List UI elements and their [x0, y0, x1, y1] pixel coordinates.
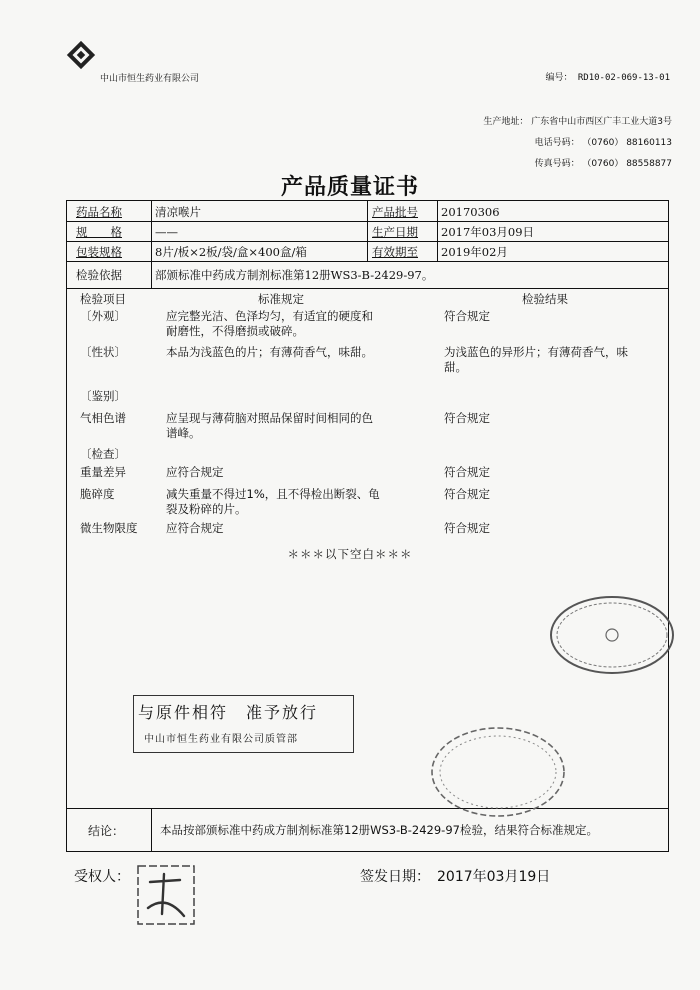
row-divider	[66, 808, 669, 809]
packaging-label: 包装规格	[76, 245, 122, 259]
test-result: 符合规定	[444, 521, 490, 535]
test-standard: 应符合规定	[166, 465, 224, 479]
sign-date: 签发日期： 2017年03月19日	[360, 869, 551, 885]
fax-number: 传真号码： （0760） 88558877	[534, 159, 672, 169]
test-item: 脆碎度	[80, 487, 115, 501]
certificate-table	[66, 200, 669, 852]
col-header-item: 检验项目	[80, 292, 126, 306]
release-stamp	[133, 695, 354, 753]
stamp-line-1: 与原件相符 准予放行	[138, 703, 319, 722]
row-divider	[66, 261, 669, 262]
expiry-label: 有效期至	[372, 245, 418, 259]
test-result: 符合规定	[444, 465, 490, 479]
test-standard: 应呈现与薄荷脑对照品保留时间相同的色 谱峰。	[166, 411, 373, 440]
test-section-heading: 〔鉴别〕	[80, 389, 126, 403]
production-address: 生产地址： 广东省中山市西区广丰工业大道3号	[483, 117, 672, 127]
signature-stamp-icon	[136, 864, 198, 928]
drug-name-label: 药品名称	[76, 205, 122, 219]
conclusion-label: 结论：	[88, 824, 125, 838]
spec-label: 规 格	[76, 225, 122, 239]
test-standard: 本品为浅蓝色的片；有薄荷香气，味甜。	[166, 345, 373, 359]
test-result: 为浅蓝色的异形片；有薄荷香气，味 甜。	[444, 345, 628, 374]
production-date-value: 2017年03月09日	[441, 225, 535, 239]
batch-value: 20170306	[441, 205, 500, 219]
test-section-heading: 〔检查〕	[80, 447, 126, 461]
basis-value: 部颁标准中药成方制剂标准第12册WS3-B-2429-97。	[155, 268, 434, 282]
test-item: 〔外观〕	[80, 309, 126, 323]
production-date-label: 生产日期	[372, 225, 418, 239]
page-title: 产品质量证书	[280, 174, 419, 200]
col-divider	[151, 808, 152, 852]
test-item: 重量差异	[80, 465, 126, 479]
packaging-value: 8片/板×2板/袋/盒×400盒/箱	[155, 245, 307, 259]
row-divider	[66, 288, 669, 289]
authorized-person-label: 受权人：	[74, 869, 130, 885]
blank-below-marker: ＊＊＊以下空白＊＊＊	[287, 547, 413, 561]
test-standard: 应完整光洁、色泽均匀，有适宜的硬度和 耐磨性，不得磨损或破碎。	[166, 309, 373, 338]
test-item: 气相色谱	[80, 411, 126, 425]
spec-value: ——	[155, 225, 178, 239]
col-header-standard: 标准规定	[258, 292, 304, 306]
test-result: 符合规定	[444, 411, 490, 425]
col-divider	[151, 200, 152, 288]
batch-label: 产品批号	[372, 205, 418, 219]
test-item: 微生物限度	[80, 521, 138, 535]
col-header-result: 检验结果	[522, 292, 568, 306]
company-seal-icon	[548, 594, 676, 676]
company-name: 中山市恒生药业有限公司	[100, 74, 200, 84]
company-logo-icon	[64, 38, 98, 72]
stamp-line-2: 中山市恒生药业有限公司质管部	[144, 734, 298, 745]
document-number: 编号： RD10-02-069-13-01	[545, 73, 670, 83]
test-result: 符合规定	[444, 487, 490, 501]
test-result: 符合规定	[444, 309, 490, 323]
col-divider	[437, 200, 438, 261]
qa-seal-icon	[428, 720, 568, 820]
col-divider	[367, 200, 368, 261]
basis-label: 检验依据	[76, 268, 122, 282]
test-standard: 应符合规定	[166, 521, 224, 535]
test-standard: 减失重量不得过1%，且不得检出断裂、龟 裂及粉碎的片。	[166, 487, 380, 516]
expiry-value: 2019年02月	[441, 245, 508, 259]
test-item: 〔性状〕	[80, 345, 126, 359]
conclusion-text: 本品按部颁标准中药成方制剂标准第12册WS3-B-2429-97检验，结果符合标准规定。	[160, 823, 598, 837]
phone-number: 电话号码： （0760） 88160113	[534, 138, 672, 148]
drug-name-value: 清凉喉片	[155, 205, 201, 219]
